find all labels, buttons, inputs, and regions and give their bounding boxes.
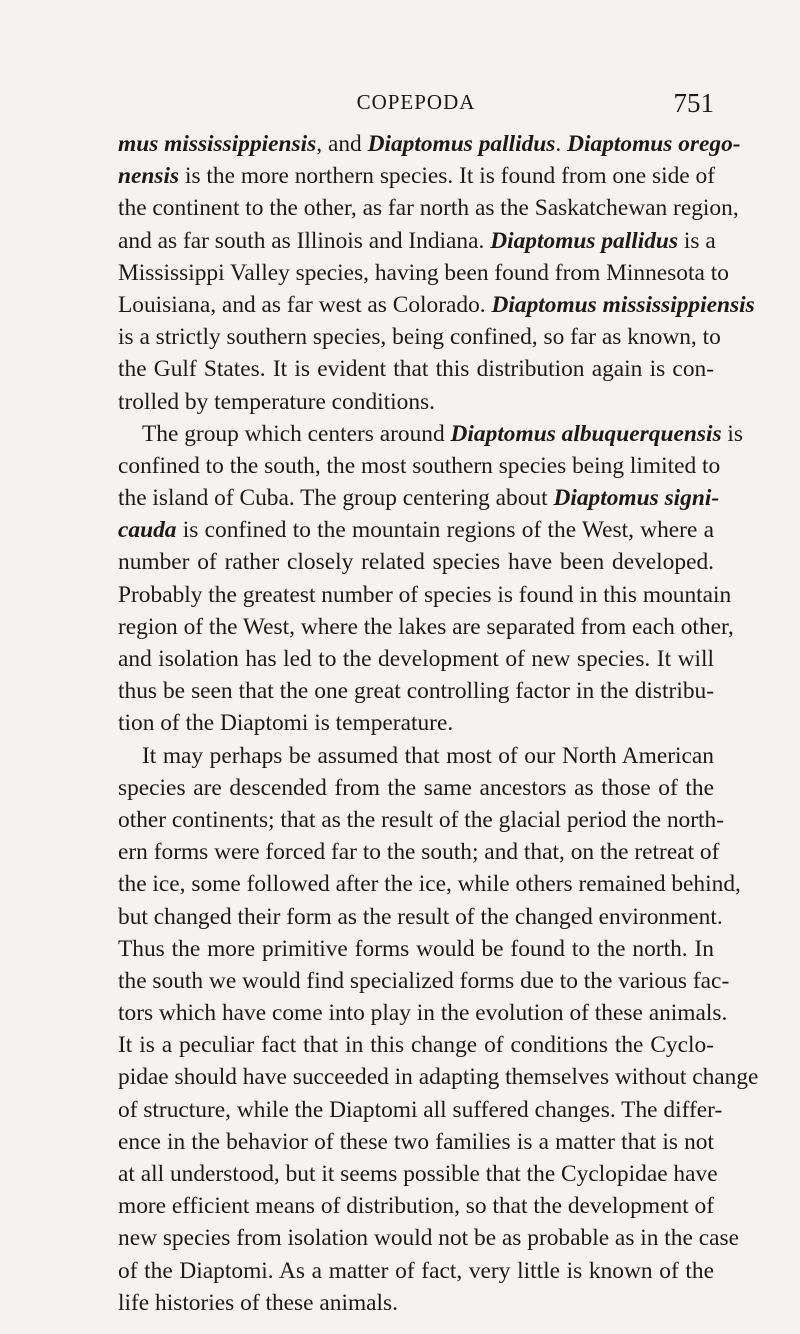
text-segment: ence in the behavior of these two families is a matter that is not (118, 1128, 714, 1155)
text-segment: The group which centers around (142, 420, 451, 447)
page-header (118, 86, 714, 122)
body-text (118, 128, 759, 1319)
text-segment: the ice, some followed after the ice, while others remained behind, (118, 871, 741, 898)
text-line (118, 707, 714, 739)
italic-species-name: mus mississippiensis (118, 131, 317, 157)
text-line (118, 257, 729, 289)
text-segment: species are descended from the same ancestors as those of the (118, 774, 714, 801)
italic-species-name: Diaptomus albuquerquensis (450, 420, 722, 447)
italic-species-name: Diaptomus pallidus (490, 227, 679, 254)
text-segment: new species from isolation would not be as probable as in the case (118, 1225, 739, 1252)
text-segment: the continent to the other, as far north as the Saskatchewan region, (118, 195, 739, 222)
text-segment: at all understood, but it seems possible that the Cyclopidae have (118, 1161, 718, 1187)
text-segment: , and (316, 131, 368, 157)
text-line (118, 579, 732, 611)
text-segment: more efficient means of distribution, so that the development of (118, 1193, 714, 1220)
text-line (118, 1158, 718, 1190)
text-line (118, 901, 723, 933)
text-line (118, 868, 741, 900)
text-line (118, 1061, 759, 1093)
text-line (118, 1126, 714, 1158)
text-segment: confined to the south, the most southern species being limited to (118, 452, 721, 479)
text-segment: is a (678, 227, 716, 254)
text-segment: trolled by temperature conditions. (118, 388, 435, 415)
text-line (118, 772, 714, 804)
text-line (118, 1029, 714, 1061)
text-line (118, 321, 721, 353)
text-segment: is the more northern species. It is found from one side of (179, 163, 716, 190)
text-line (118, 514, 714, 546)
text-segment: It may perhaps be assumed that most of our North American (142, 742, 714, 769)
text-line (118, 997, 728, 1029)
text-line (118, 836, 720, 868)
text-line (118, 675, 714, 707)
text-segment: ern forms were forced far to the south; and that, on the retreat of (118, 839, 720, 866)
text-line (118, 289, 755, 321)
text-segment: thus be seen that the one great controlling factor in the distribu- (118, 678, 714, 705)
text-line (118, 418, 743, 450)
text-segment: is (721, 420, 743, 447)
italic-species-name: cauda (118, 517, 177, 544)
text-line (118, 1190, 714, 1222)
italic-species-name: Diaptomus pallidus (367, 131, 556, 157)
text-segment: Probably the greatest number of species is found in this mountain (118, 581, 732, 608)
text-segment: the island of Cuba. The group centering about (118, 485, 554, 512)
text-segment: and isolation has led to the development of new species. It will (118, 646, 714, 672)
text-line (118, 740, 714, 772)
text-line (118, 1094, 723, 1126)
italic-species-name: nensis (118, 163, 180, 190)
text-line (118, 128, 741, 160)
text-segment: is a strictly southern species, being confined, so far as known, to (118, 324, 721, 351)
text-line (118, 804, 725, 836)
text-segment: . (555, 131, 568, 157)
text-segment: pidae should have succeeded in adapting themselves without change (118, 1064, 759, 1091)
text-segment: the Gulf States. It is evident that this distribution again is con- (118, 356, 714, 383)
text-segment: of structure, while the Diaptomi all suffered changes. The differ- (118, 1096, 723, 1123)
text-line (118, 386, 714, 418)
text-segment: number of rather closely related species have been developed. (118, 549, 714, 576)
text-line (118, 546, 714, 578)
text-line (118, 643, 714, 675)
running-head: COPEPODA (356, 90, 476, 114)
text-segment: the south we would find specialized forms due to the various fac- (118, 967, 730, 994)
text-segment: and as far south as Illinois and Indiana. (118, 227, 491, 254)
text-line (118, 160, 714, 192)
text-line (118, 611, 734, 643)
text-segment: tors which have come into play in the evolution of these animals. (118, 1000, 728, 1027)
text-line (118, 1287, 714, 1319)
text-segment: other continents; that as the result of the glacial period the north- (118, 806, 725, 833)
text-line (118, 225, 714, 257)
italic-species-name: Diaptomus signi- (553, 485, 720, 512)
text-line (118, 482, 720, 514)
text-segment: Thus the more primitive forms would be found to the north. In (118, 935, 714, 962)
text-segment: It is a peculiar fact that in this change of conditions the Cyclo- (118, 1032, 714, 1059)
text-line (118, 1222, 739, 1254)
text-line (118, 192, 739, 224)
text-line (118, 353, 714, 385)
text-segment: of the Diaptomi. As a matter of fact, very little is known of the (118, 1257, 714, 1284)
text-segment: but changed their form as the result of the changed environment. (118, 903, 723, 930)
text-segment: life histories of these animals. (118, 1289, 398, 1316)
page-number: 751 (673, 88, 714, 118)
text-segment: region of the West, where the lakes are separated from each other, (118, 613, 734, 640)
text-line (118, 933, 714, 965)
text-line (118, 1255, 714, 1287)
text-segment: tion of the Diaptomi is temperature. (118, 710, 454, 737)
text-line (118, 965, 730, 997)
text-line (118, 450, 721, 482)
italic-species-name: Diaptomus orego- (567, 131, 741, 157)
text-segment: Louisiana, and as far west as Colorado. (118, 291, 492, 318)
text-segment: Mississippi Valley species, having been found from Minnesota to (118, 259, 729, 286)
text-segment: is confined to the mountain regions of the West, where a (176, 517, 714, 544)
italic-species-name: Diaptomus mississippiensis (491, 291, 755, 318)
